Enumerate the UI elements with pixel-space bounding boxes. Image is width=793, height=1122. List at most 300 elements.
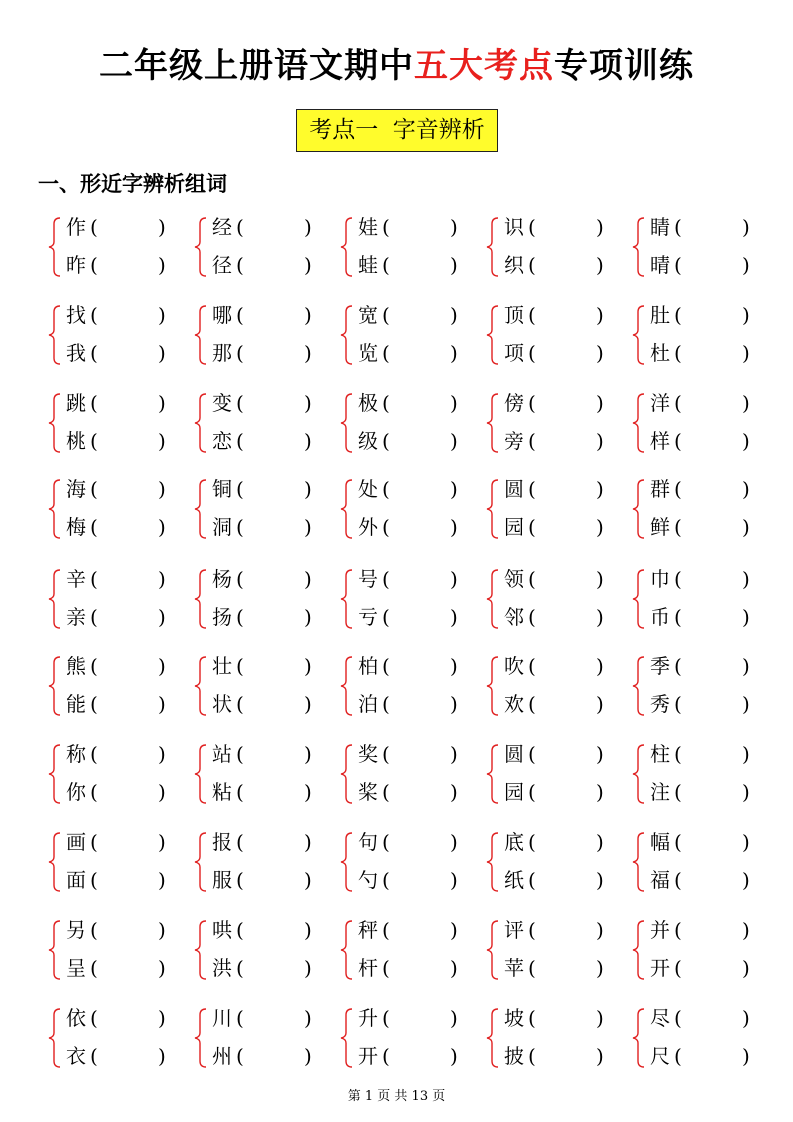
- character: 晴: [650, 253, 670, 277]
- answer-paren-open: (: [528, 215, 536, 239]
- answer-paren-open: (: [528, 868, 536, 892]
- answer-paren-open: (: [90, 830, 98, 854]
- answer-paren-open: (: [236, 654, 244, 678]
- word-line: [504, 915, 616, 945]
- answer-paren-close: ): [596, 567, 604, 591]
- answer-paren-open: (: [382, 918, 390, 942]
- character: 览: [358, 341, 378, 365]
- brace-icon: [338, 388, 358, 458]
- character: 欢: [504, 692, 524, 716]
- answer-paren-open: (: [90, 692, 98, 716]
- word-line: [66, 426, 178, 456]
- answer-paren-close: ): [742, 429, 750, 453]
- character: 报: [212, 830, 232, 854]
- answer-paren-close: ): [596, 477, 604, 501]
- answer-paren-open: (: [382, 567, 390, 591]
- character: 衣: [66, 1044, 86, 1068]
- word-line: [504, 865, 616, 895]
- answer-paren-close: ): [450, 654, 458, 678]
- character: 你: [66, 780, 86, 804]
- character: 梅: [66, 515, 86, 539]
- answer-paren-open: (: [674, 429, 682, 453]
- brace-icon: [192, 651, 212, 721]
- word-line: [504, 689, 616, 719]
- word-line: [358, 426, 470, 456]
- word-line: [650, 1003, 762, 1033]
- word-line: [358, 602, 470, 632]
- character: 川: [212, 1006, 232, 1030]
- character: 旁: [504, 429, 524, 453]
- answer-paren-open: (: [528, 341, 536, 365]
- answer-paren-close: ): [450, 1044, 458, 1068]
- character: 亏: [358, 605, 378, 629]
- answer-paren-close: ): [304, 429, 312, 453]
- char-pair: [338, 212, 468, 282]
- answer-paren-open: (: [90, 1044, 98, 1068]
- word-line: [650, 250, 762, 280]
- answer-paren-open: (: [236, 391, 244, 415]
- word-line: [358, 474, 470, 504]
- char-pair: [192, 300, 322, 370]
- word-line: [650, 300, 762, 330]
- char-pair: [484, 300, 614, 370]
- character: 依: [66, 1006, 86, 1030]
- answer-paren-close: ): [158, 391, 166, 415]
- answer-paren-open: (: [236, 515, 244, 539]
- char-pair: [46, 212, 176, 282]
- character: 州: [212, 1044, 232, 1068]
- answer-paren-close: ): [158, 253, 166, 277]
- brace-icon: [484, 474, 504, 544]
- word-line: [358, 300, 470, 330]
- brace-icon: [338, 827, 358, 897]
- answer-paren-open: (: [674, 477, 682, 501]
- character: 洋: [650, 391, 670, 415]
- character: 另: [66, 918, 86, 942]
- answer-paren-close: ): [742, 692, 750, 716]
- character: 找: [66, 303, 86, 327]
- word-line: [358, 915, 470, 945]
- answer-paren-close: ): [742, 303, 750, 327]
- answer-paren-close: ): [450, 515, 458, 539]
- char-pair: [484, 1003, 614, 1073]
- brace-icon: [338, 474, 358, 544]
- answer-paren-open: (: [382, 1006, 390, 1030]
- answer-paren-close: ): [450, 391, 458, 415]
- character: 苹: [504, 956, 524, 980]
- answer-paren-open: (: [528, 692, 536, 716]
- answer-paren-close: ): [304, 341, 312, 365]
- answer-paren-open: (: [90, 780, 98, 804]
- answer-paren-open: (: [90, 742, 98, 766]
- word-line: [358, 564, 470, 594]
- word-line: [650, 915, 762, 945]
- character: 园: [504, 780, 524, 804]
- brace-icon: [338, 300, 358, 370]
- answer-paren-close: ): [304, 515, 312, 539]
- answer-paren-open: (: [90, 654, 98, 678]
- answer-paren-close: ): [158, 477, 166, 501]
- word-line: [212, 602, 324, 632]
- answer-paren-open: (: [674, 341, 682, 365]
- char-pair: [192, 388, 322, 458]
- answer-paren-open: (: [382, 956, 390, 980]
- character: 娃: [358, 215, 378, 239]
- brace-icon: [338, 1003, 358, 1073]
- character: 恋: [212, 429, 232, 453]
- character: 群: [650, 477, 670, 501]
- char-pair: [630, 212, 760, 282]
- answer-paren-close: ): [304, 868, 312, 892]
- word-line: [650, 827, 762, 857]
- answer-paren-open: (: [528, 918, 536, 942]
- answer-paren-open: (: [90, 429, 98, 453]
- brace-icon: [484, 1003, 504, 1073]
- answer-paren-open: (: [382, 429, 390, 453]
- character: 站: [212, 742, 232, 766]
- word-line: [358, 388, 470, 418]
- answer-paren-open: (: [236, 567, 244, 591]
- answer-paren-open: (: [236, 918, 244, 942]
- word-line: [504, 602, 616, 632]
- word-line: [650, 212, 762, 242]
- character: 海: [66, 477, 86, 501]
- char-pair: [192, 474, 322, 544]
- answer-paren-close: ): [304, 391, 312, 415]
- answer-paren-open: (: [90, 567, 98, 591]
- word-line: [358, 865, 470, 895]
- word-line: [66, 212, 178, 242]
- answer-paren-close: ): [742, 341, 750, 365]
- word-line: [650, 865, 762, 895]
- word-line: [212, 564, 324, 594]
- answer-paren-close: ): [450, 253, 458, 277]
- word-line: [358, 689, 470, 719]
- word-line: [66, 300, 178, 330]
- answer-paren-close: ): [450, 780, 458, 804]
- answer-paren-close: ): [596, 868, 604, 892]
- word-line: [358, 1041, 470, 1071]
- answer-paren-open: (: [674, 391, 682, 415]
- brace-icon: [192, 1003, 212, 1073]
- character: 福: [650, 868, 670, 892]
- answer-paren-open: (: [236, 605, 244, 629]
- answer-paren-open: (: [90, 515, 98, 539]
- answer-paren-open: (: [674, 1006, 682, 1030]
- answer-paren-open: (: [382, 303, 390, 327]
- character: 服: [212, 868, 232, 892]
- brace-icon: [46, 388, 66, 458]
- brace-icon: [192, 388, 212, 458]
- word-line: [650, 953, 762, 983]
- brace-icon: [338, 651, 358, 721]
- brace-icon: [630, 300, 650, 370]
- char-pair: [338, 388, 468, 458]
- answer-paren-open: (: [236, 1044, 244, 1068]
- answer-paren-open: (: [382, 605, 390, 629]
- answer-paren-close: ): [450, 868, 458, 892]
- character: 那: [212, 341, 232, 365]
- word-line: [66, 388, 178, 418]
- answer-paren-close: ): [450, 918, 458, 942]
- answer-paren-open: (: [382, 215, 390, 239]
- char-pair: [338, 564, 468, 634]
- word-line: [212, 865, 324, 895]
- character: 尺: [650, 1044, 670, 1068]
- brace-icon: [46, 827, 66, 897]
- answer-paren-open: (: [90, 477, 98, 501]
- character: 注: [650, 780, 670, 804]
- char-pair: [338, 474, 468, 544]
- word-line: [358, 338, 470, 368]
- char-pair: [46, 1003, 176, 1073]
- character: 圆: [504, 742, 524, 766]
- answer-paren-close: ): [158, 605, 166, 629]
- word-line: [650, 388, 762, 418]
- character: 圆: [504, 477, 524, 501]
- character: 傍: [504, 391, 524, 415]
- word-line: [212, 212, 324, 242]
- char-pair: [484, 564, 614, 634]
- char-pair: [484, 739, 614, 809]
- answer-paren-close: ): [158, 830, 166, 854]
- answer-paren-close: ): [158, 567, 166, 591]
- word-line: [66, 777, 178, 807]
- brace-icon: [338, 739, 358, 809]
- answer-paren-open: (: [528, 477, 536, 501]
- answer-paren-open: (: [236, 868, 244, 892]
- answer-paren-close: ): [450, 830, 458, 854]
- answer-paren-open: (: [382, 391, 390, 415]
- character: 级: [358, 429, 378, 453]
- answer-paren-open: (: [528, 515, 536, 539]
- answer-paren-close: ): [304, 692, 312, 716]
- char-pair: [630, 739, 760, 809]
- word-line: [358, 651, 470, 681]
- word-line: [650, 1041, 762, 1071]
- answer-paren-close: ): [158, 918, 166, 942]
- word-line: [650, 564, 762, 594]
- word-line: [66, 827, 178, 857]
- answer-paren-open: (: [90, 868, 98, 892]
- char-pair: [338, 915, 468, 985]
- answer-paren-close: ): [304, 605, 312, 629]
- word-line: [504, 1003, 616, 1033]
- answer-paren-close: ): [742, 1044, 750, 1068]
- answer-paren-close: ): [450, 303, 458, 327]
- brace-icon: [630, 827, 650, 897]
- brace-icon: [630, 651, 650, 721]
- brace-icon: [46, 651, 66, 721]
- answer-paren-open: (: [90, 253, 98, 277]
- brace-icon: [484, 651, 504, 721]
- word-line: [650, 777, 762, 807]
- answer-paren-open: (: [90, 341, 98, 365]
- brace-icon: [46, 1003, 66, 1073]
- word-line: [66, 915, 178, 945]
- answer-paren-open: (: [236, 1006, 244, 1030]
- character: 作: [66, 215, 86, 239]
- answer-paren-open: (: [382, 515, 390, 539]
- answer-paren-open: (: [528, 253, 536, 277]
- brace-icon: [630, 1003, 650, 1073]
- character: 肚: [650, 303, 670, 327]
- character: 秤: [358, 918, 378, 942]
- answer-paren-open: (: [236, 692, 244, 716]
- answer-paren-open: (: [236, 742, 244, 766]
- answer-paren-close: ): [304, 742, 312, 766]
- char-pair: [46, 651, 176, 721]
- char-pair: [484, 827, 614, 897]
- answer-paren-open: (: [528, 1044, 536, 1068]
- answer-paren-close: ): [742, 515, 750, 539]
- char-pair: [630, 651, 760, 721]
- answer-paren-open: (: [382, 830, 390, 854]
- brace-icon: [338, 212, 358, 282]
- brace-icon: [630, 474, 650, 544]
- word-line: [504, 953, 616, 983]
- character: 披: [504, 1044, 524, 1068]
- answer-paren-close: ): [742, 742, 750, 766]
- answer-paren-close: ): [596, 391, 604, 415]
- answer-paren-close: ): [742, 654, 750, 678]
- word-line: [212, 689, 324, 719]
- word-line: [650, 338, 762, 368]
- char-pair: [192, 739, 322, 809]
- answer-paren-close: ): [742, 868, 750, 892]
- brace-icon: [630, 388, 650, 458]
- answer-paren-close: ): [304, 918, 312, 942]
- answer-paren-open: (: [236, 830, 244, 854]
- word-line: [358, 953, 470, 983]
- answer-paren-close: ): [158, 742, 166, 766]
- char-pair: [630, 915, 760, 985]
- answer-paren-open: (: [90, 303, 98, 327]
- brace-icon: [630, 739, 650, 809]
- character: 秀: [650, 692, 670, 716]
- character: 径: [212, 253, 232, 277]
- title-part-2: 专项训练: [554, 46, 694, 86]
- char-pair: [484, 388, 614, 458]
- character: 经: [212, 215, 232, 239]
- word-line: [504, 212, 616, 242]
- answer-paren-open: (: [382, 1044, 390, 1068]
- answer-paren-close: ): [596, 918, 604, 942]
- answer-paren-close: ): [596, 654, 604, 678]
- brace-icon: [192, 300, 212, 370]
- word-line: [66, 602, 178, 632]
- answer-paren-close: ): [742, 567, 750, 591]
- word-line: [650, 689, 762, 719]
- answer-paren-open: (: [90, 605, 98, 629]
- character: 幅: [650, 830, 670, 854]
- answer-paren-close: ): [596, 742, 604, 766]
- word-line: [504, 250, 616, 280]
- character: 哪: [212, 303, 232, 327]
- word-line: [66, 865, 178, 895]
- word-line: [358, 250, 470, 280]
- answer-paren-open: (: [674, 303, 682, 327]
- character: 尽: [650, 1006, 670, 1030]
- char-pair: [192, 1003, 322, 1073]
- brace-icon: [630, 212, 650, 282]
- char-pair: [630, 827, 760, 897]
- word-line: [212, 651, 324, 681]
- word-line: [212, 512, 324, 542]
- answer-paren-close: ): [742, 477, 750, 501]
- char-pair: [46, 827, 176, 897]
- char-pair: [192, 564, 322, 634]
- word-line: [358, 777, 470, 807]
- char-pair: [630, 388, 760, 458]
- answer-paren-open: (: [528, 780, 536, 804]
- brace-icon: [192, 739, 212, 809]
- answer-paren-open: (: [674, 515, 682, 539]
- character: 评: [504, 918, 524, 942]
- character: 句: [358, 830, 378, 854]
- char-pair: [484, 474, 614, 544]
- answer-paren-close: ): [158, 1006, 166, 1030]
- answer-paren-open: (: [236, 429, 244, 453]
- answer-paren-open: (: [528, 303, 536, 327]
- answer-paren-close: ): [596, 215, 604, 239]
- word-line: [504, 564, 616, 594]
- answer-paren-open: (: [674, 918, 682, 942]
- answer-paren-open: (: [382, 654, 390, 678]
- answer-paren-close: ): [158, 692, 166, 716]
- char-pair: [192, 915, 322, 985]
- char-pair: [630, 1003, 760, 1073]
- word-line: [358, 739, 470, 769]
- answer-paren-close: ): [596, 956, 604, 980]
- answer-paren-open: (: [528, 605, 536, 629]
- character: 熊: [66, 654, 86, 678]
- char-pair: [338, 651, 468, 721]
- char-pair: [192, 651, 322, 721]
- answer-paren-close: ): [742, 605, 750, 629]
- character: 币: [650, 605, 670, 629]
- answer-paren-open: (: [90, 391, 98, 415]
- character: 我: [66, 341, 86, 365]
- word-line: [66, 564, 178, 594]
- character: 称: [66, 742, 86, 766]
- character: 铜: [212, 477, 232, 501]
- word-line: [212, 426, 324, 456]
- answer-paren-close: ): [450, 215, 458, 239]
- word-line: [650, 651, 762, 681]
- answer-paren-open: (: [236, 253, 244, 277]
- answer-paren-open: (: [674, 868, 682, 892]
- word-line: [358, 827, 470, 857]
- answer-paren-open: (: [236, 215, 244, 239]
- word-line: [504, 300, 616, 330]
- character: 外: [358, 515, 378, 539]
- word-line: [504, 388, 616, 418]
- section-heading: 一、形近字辨析组词: [38, 172, 227, 196]
- answer-paren-open: (: [528, 742, 536, 766]
- title-part-1: 二年级上册语文期中: [99, 46, 414, 86]
- character: 睛: [650, 215, 670, 239]
- answer-paren-open: (: [90, 215, 98, 239]
- answer-paren-open: (: [236, 303, 244, 327]
- answer-paren-close: ): [596, 341, 604, 365]
- character: 织: [504, 253, 524, 277]
- answer-paren-close: ): [596, 1044, 604, 1068]
- char-pair: [192, 827, 322, 897]
- word-line: [212, 474, 324, 504]
- answer-paren-close: ): [158, 654, 166, 678]
- answer-paren-open: (: [236, 956, 244, 980]
